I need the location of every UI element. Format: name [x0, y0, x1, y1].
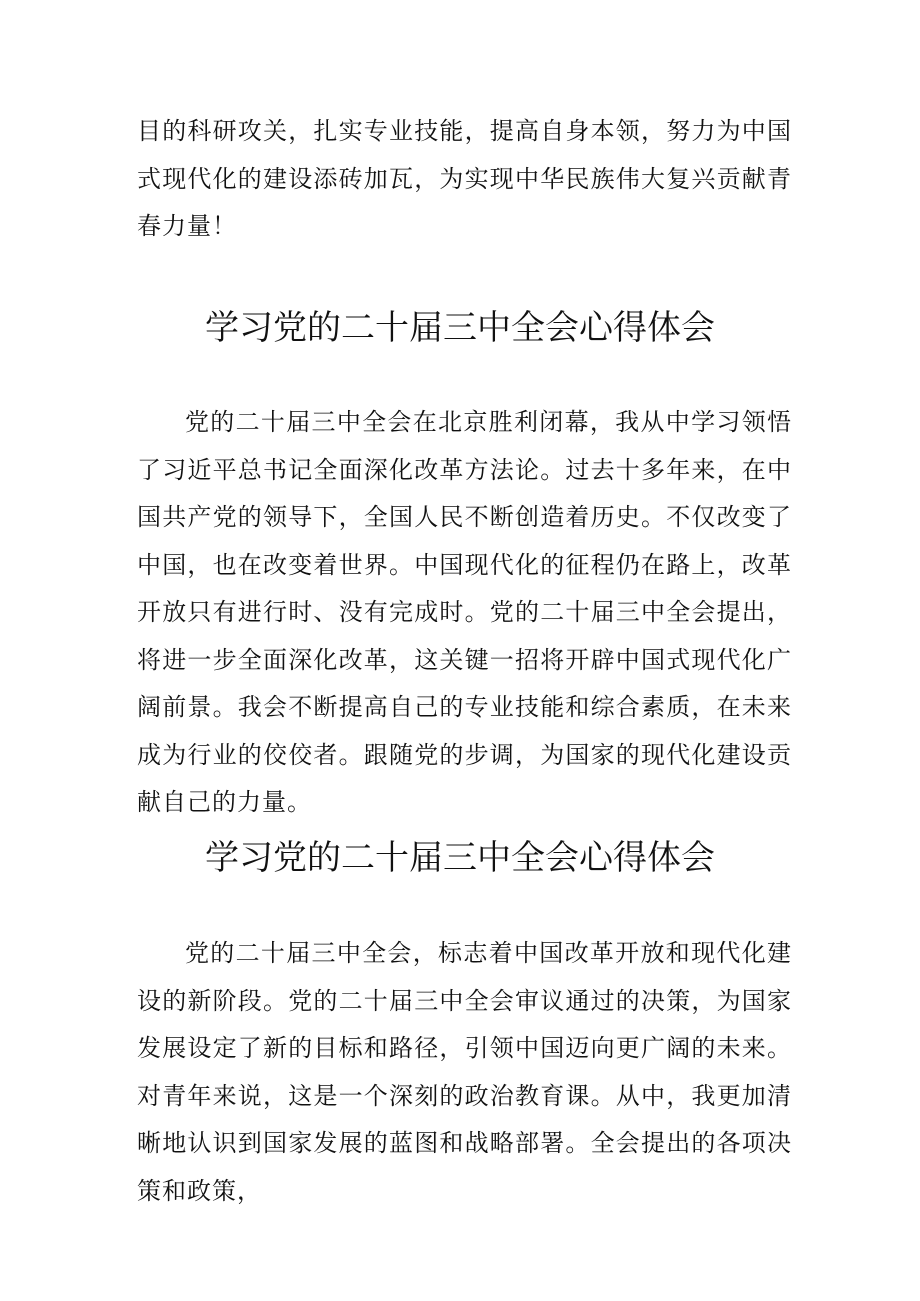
section-title-2: 学习党的二十届三中全会心得体会: [205, 838, 715, 878]
section-title-1: 学习党的二十届三中全会心得体会: [205, 308, 715, 348]
section-paragraph-2: 党的二十届三中全会，标志着中国改革开放和现代化建设的新阶段。党的二十届三中全会审议通过的决策，为国家发展设定了新的目标和路径，引领中国迈向更广阔的未来。对青年来说，这是一个深刻的政治教育课。从中，我更加清晰地认识到国家发展的蓝图和战略部署。全会提出的各项决策和政策，: [137, 939, 792, 1205]
carryover-paragraph: 目的科研攻关，扎实专业技能，提高自身本领，努力为中国式现代化的建设添砖加瓦，为实现中华民族伟大复兴贡献青春力量！: [137, 117, 792, 240]
section-paragraph-1: 党的二十届三中全会在北京胜利闭幕，我从中学习领悟了习近平总书记全面深化改革方法论。过去十多年来，在中国共产党的领导下，全国人民不断创造着历史。不仅改变了中国，也在改变着世界。中国现代化的征程仍在路上，改革开放只有进行时、没有完成时。党的二十届三中全会提出，将进一步全面深化改革，这关键一招将开辟中国式现代化广阔前景。我会不断提高自己的专业技能和综合素质，在未来成为行业的佼佼者。跟随党的步调，为国家的现代化建设贡献自己的力量。: [137, 408, 792, 816]
